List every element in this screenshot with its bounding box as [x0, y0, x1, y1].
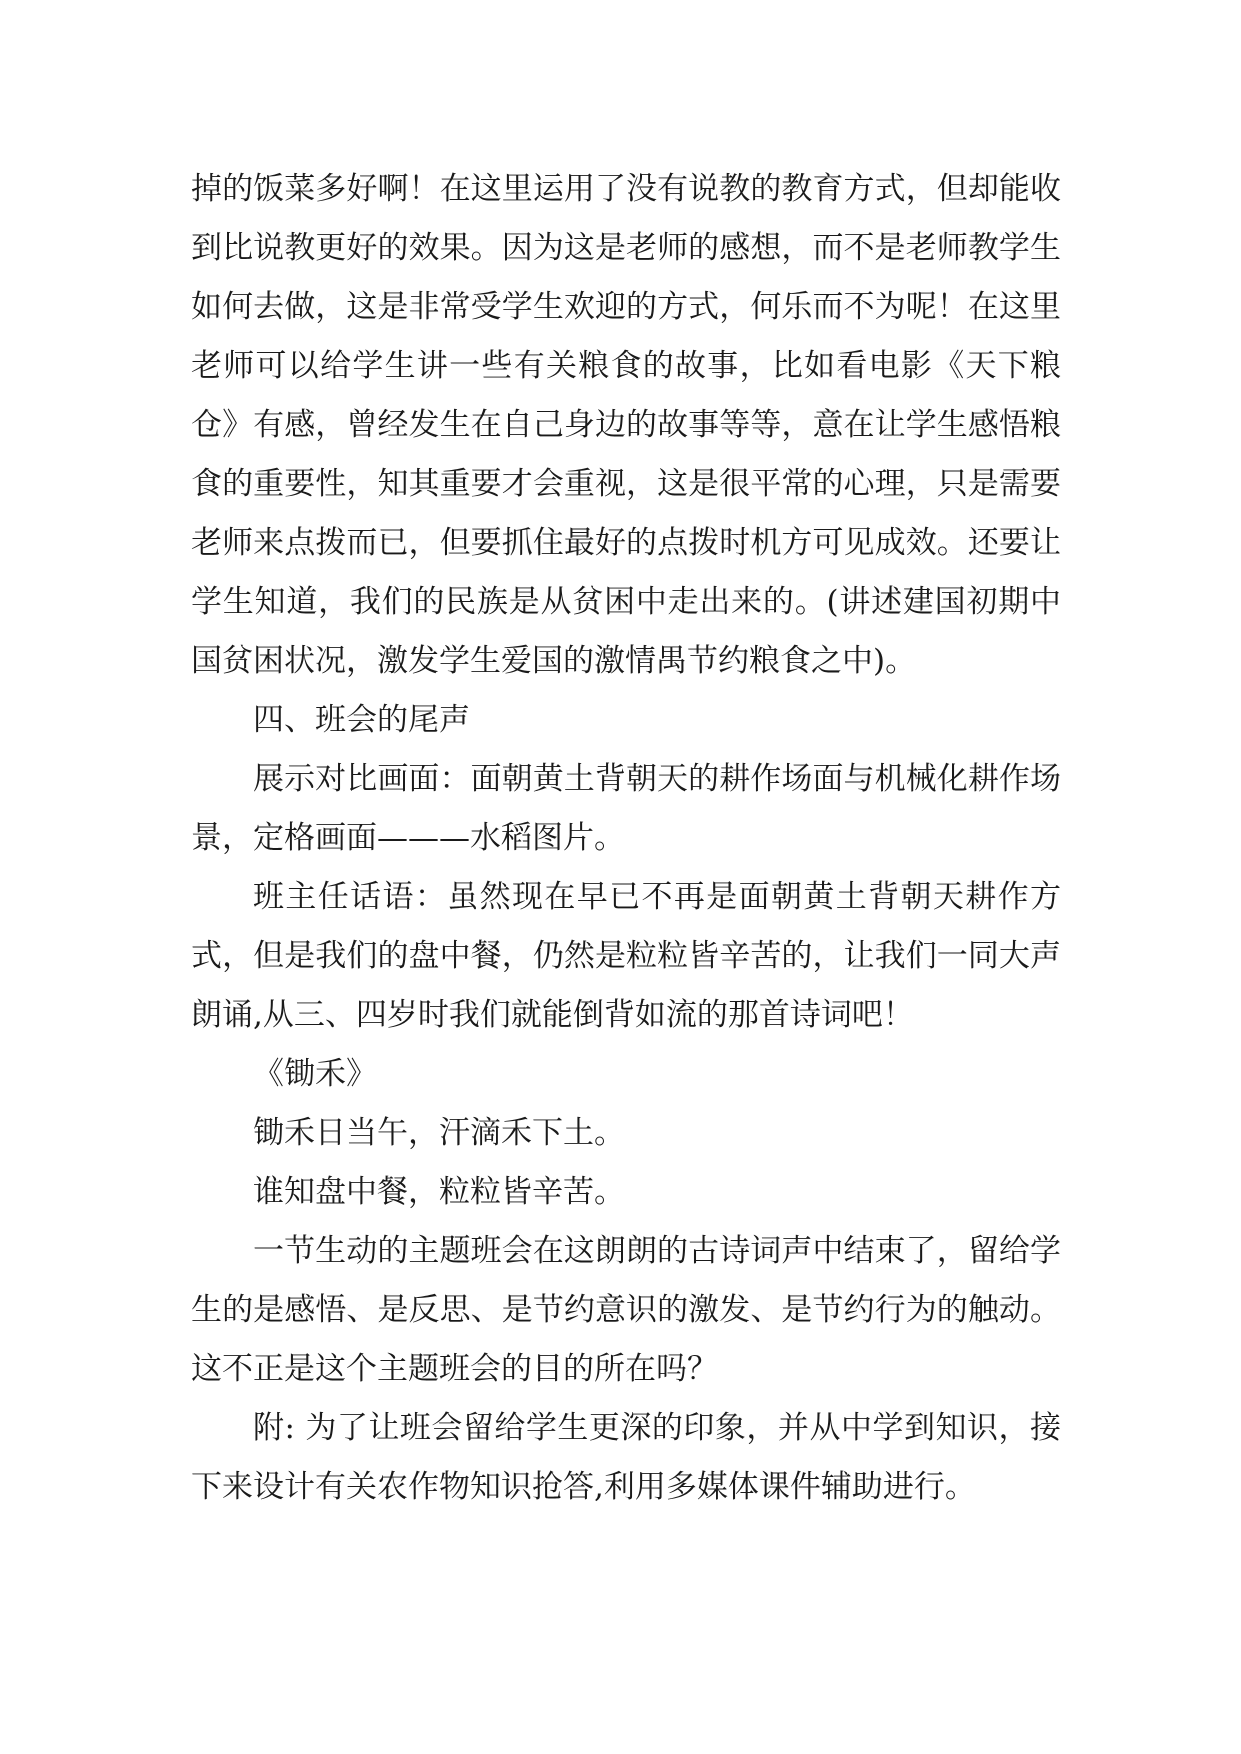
paragraph-appendix: 附: 为了让班会留给学生更深的印象，并从中学到知识，接下来设计有关农作物知识抢答,利用多媒体课件辅助进行。	[191, 1410, 1061, 1505]
poem-line-1: 锄禾日当午，汗滴禾下土。	[253, 1115, 625, 1151]
poem-line-2: 谁知盘中餐，粒粒皆辛苦。	[253, 1174, 625, 1210]
paragraph-conclusion: 一节生动的主题班会在这朗朗的古诗词声中结束了，留给学生的是感悟、是反思、是节约意识的激发、是节约行为的触动。这不正是这个主题班会的目的所在吗？	[191, 1233, 1061, 1387]
poem-title: 《锄禾》	[253, 1056, 377, 1092]
section-heading-four: 四、班会的尾声	[253, 702, 470, 738]
paragraph-teacher-words: 班主任话语：虽然现在早已不再是面朝黄土背朝天耕作方式，但是我们的盘中餐，仍然是粒粒皆辛苦的，让我们一同大声朗诵,从三、四岁时我们就能倒背如流的那首诗词吧！	[191, 879, 1061, 1033]
paragraph-continuation: 掉的饭菜多好啊！在这里运用了没有说教的教育方式，但却能收到比说教更好的效果。因为这是老师的感想，而不是老师教学生如何去做，这是非常受学生欢迎的方式，何乐而不为呢！在这里老师可以给学生讲一些有关粮食的故事，比如看电影《天下粮仓》有感，曾经发生在自己身边的故事等等，意在让学生感悟粮食的重要性，知其重要才会重视，这是很平常的心理，只是需要老师来点拨而已，但要抓住最好的点拨时机方可见成效。还要让学生知道，我们的民族是从贫困中走出来的。(讲述建国初期中国贫困状况，激发学生爱国的激情禺节约粮食之中)。	[191, 171, 1061, 679]
document-body	[191, 160, 1061, 1517]
paragraph-contrast-images: 展示对比画面：面朝黄土背朝天的耕作场面与机械化耕作场景，定格画面———水稻图片。	[191, 761, 1061, 856]
